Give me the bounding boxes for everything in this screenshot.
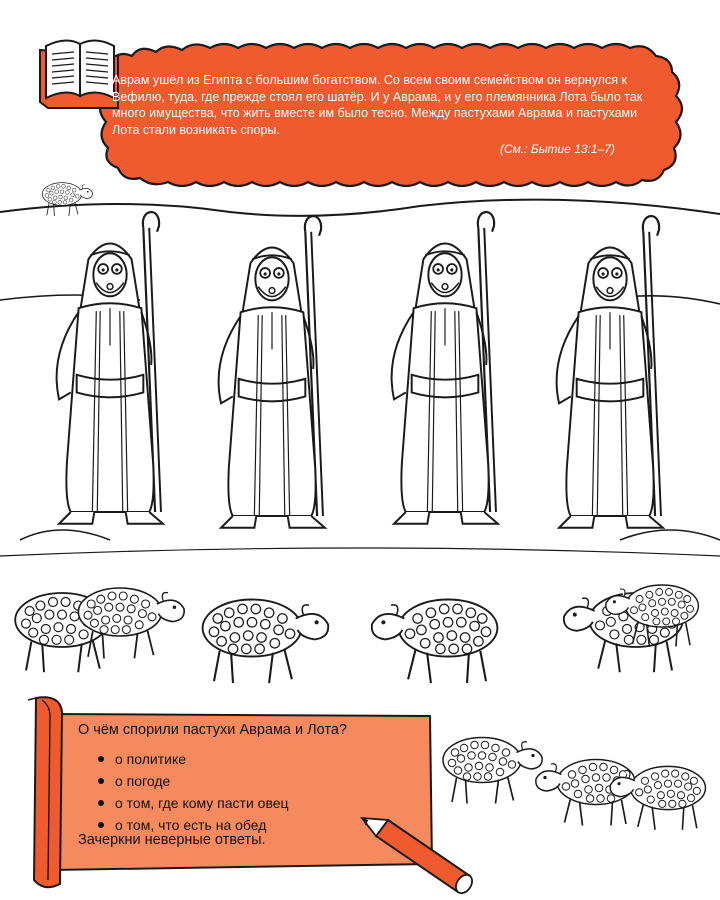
sheep-4 <box>372 600 498 684</box>
quiz-instruction: Зачеркни неверные ответы. <box>78 832 266 848</box>
answer-option[interactable]: о политике <box>98 748 289 770</box>
shepherd-3 <box>392 212 498 524</box>
distant-lamb <box>42 183 92 216</box>
shepherd-2 <box>219 216 325 528</box>
answer-option[interactable]: о том, что есть на обед <box>98 814 289 836</box>
quiz-question: О чём спорили пастухи Аврама и Лота? <box>78 722 348 738</box>
sheep-7 <box>443 738 542 804</box>
story-text: Аврам ушёл из Египта с большим богатством. Со всем своим семейством он вернулся к Вефилю, туда, где прежде стоял его шатёр. И у Аврама, и у его племянника Лота было так много имущества, что жить вместе им было тесно. Между пастухами Аврама и пастухами Лота стали возникать споры. <box>112 73 643 137</box>
shepherd-1 <box>57 212 163 524</box>
open-book-icon <box>40 40 118 108</box>
answer-option[interactable]: о том, где кому пасти овец <box>98 792 289 814</box>
shepherd-4 <box>557 216 663 528</box>
bible-reference: (См.: Бытие 13:1–7) <box>500 142 615 156</box>
answer-option[interactable]: о погоде <box>98 770 289 792</box>
answer-list <box>98 748 289 836</box>
sheep-3 <box>203 600 329 684</box>
